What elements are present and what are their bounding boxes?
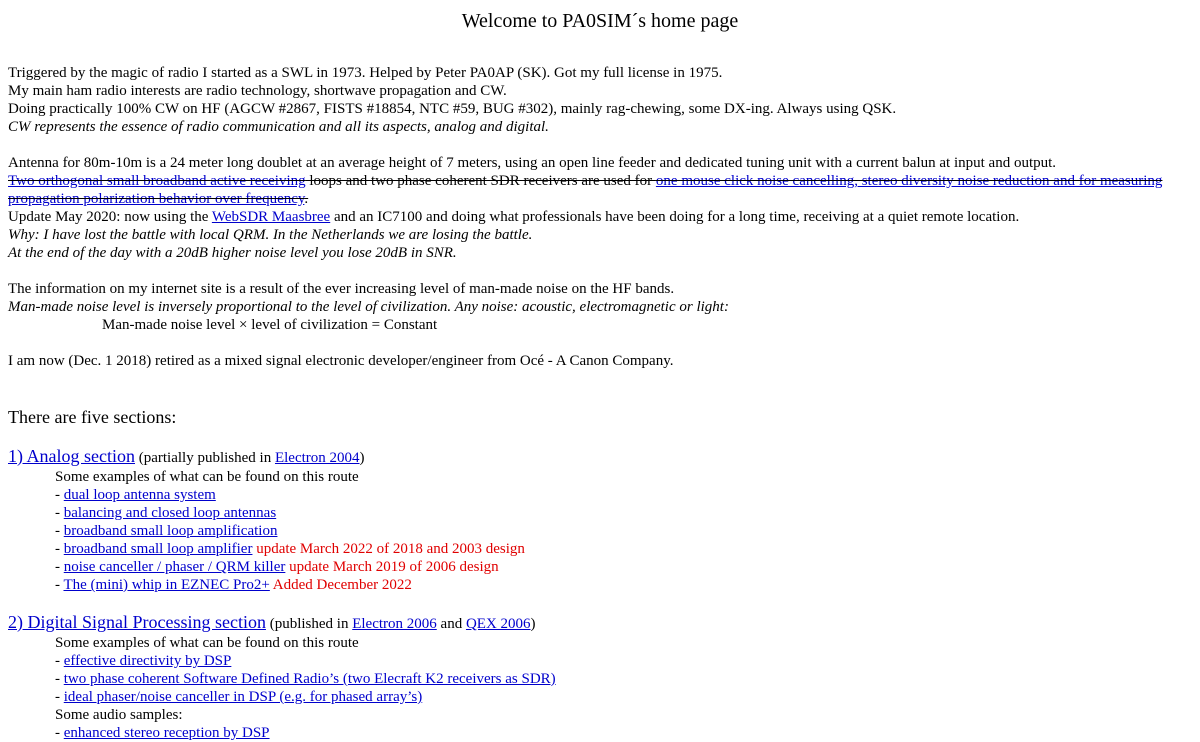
antenna-paragraph [8,154,1192,262]
analog-examples-list [55,486,1192,594]
analog-pub-pre: (partially published in [134,450,275,466]
update-pre: Update May 2020: now using the [8,209,212,225]
list-bullet: - [55,541,64,557]
list-item [55,688,1192,706]
list-bullet: - [55,505,64,521]
list-bullet: - [55,689,64,705]
dsp-section-link[interactable]: 2) Digital Signal Processing section [8,612,266,632]
intro-line-2: My main ham radio interests are radio technology, shortwave propagation and CW. [8,83,507,99]
dsp-section-header [8,612,1192,634]
retired-line: I am now (Dec. 1 2018) retired as a mixed signal electronic developer/engineer from Océ - A Canon Company. [8,353,674,369]
list-item-link[interactable]: ideal phaser/noise canceller in DSP (e.g. for phased array’s) [63,689,423,705]
update-line [8,208,1192,226]
dsp-examples-list [55,652,1192,706]
electron-2006-link[interactable]: Electron 2006 [352,616,437,632]
list-bullet: - [55,671,64,687]
why-line-1: Why: I have lost the battle with local QRM. In the Netherlands we are losing the battle. [8,227,533,243]
analog-examples-label: Some examples of what can be found on this route [55,469,359,485]
update-note: update March 2019 of 2006 design [285,559,499,575]
list-item-link[interactable]: effective directivity by DSP [63,653,232,669]
list-item-link[interactable]: broadband small loop amplification [63,523,278,539]
list-bullet: - [55,523,64,539]
page-title: Welcome to PA0SIM´s home page [461,10,739,32]
dsp-examples-label: Some examples of what can be found on this route [55,635,359,651]
list-item [55,576,1192,594]
list-item-link[interactable]: noise canceller / phaser / QRM killer [63,559,286,575]
dsp-examples [8,634,1192,742]
list-bullet: - [55,577,64,593]
dsp-pub-mid: and [436,616,466,632]
dsp-pub-pre: (published in [265,616,353,632]
update-note: update March 2022 of 2018 and 2003 design [252,541,525,557]
list-item [55,504,1192,522]
list-bullet: - [55,487,64,503]
audio-samples-label: Some audio samples: [55,707,183,723]
list-item-link[interactable]: two phase coherent Software Defined Radio’s (two Elecraft K2 receivers as SDR) [63,671,556,687]
update-post: and an IC7100 and doing what professionals have been doing for a long time, receiving at a quiet remote location. [330,209,1020,225]
electron-2004-link[interactable]: Electron 2004 [274,450,360,466]
analog-section-link[interactable]: 1) Analog section [8,446,135,466]
qex-2006-link[interactable]: QEX 2006 [465,616,531,632]
list-item-link[interactable]: balancing and closed loop antennas [63,505,277,521]
intro-line-1: Triggered by the magic of radio I started as a SWL in 1973. Helped by Peter PA0AP (SK). Got my full license in 1975. [8,65,723,81]
list-item [55,540,1192,558]
intro-line-4: CW represents the essence of radio communication and all its aspects, analog and digital. [8,119,549,135]
dsp-pub-post: ) [530,616,536,632]
websdr-maasbree-link[interactable]: WebSDR Maasbree [211,209,331,225]
list-item [55,558,1192,576]
list-bullet: - [55,559,64,575]
intro-paragraph [8,64,1192,136]
antenna-line-1: Antenna for 80m-10m is a 24 meter long doublet at an average height of 7 meters, using an open line feeder and dedicated tuning unit with a current balun at input and output. [8,155,1057,171]
list-item [55,670,1192,688]
active-receiving-loops-link[interactable]: Two orthogonal small broadband active receiving [8,173,306,189]
list-bullet: - [55,653,64,669]
noise-equation: Man-made noise level × level of civilization = Constant [102,317,438,333]
list-item-link[interactable]: The (mini) whip in EZNEC Pro2+ [63,577,270,593]
audio-samples-list [55,724,1192,742]
list-item-link[interactable]: enhanced stereo reception by DSP [63,725,270,741]
update-note: Added December 2022 [269,577,412,593]
list-item-link[interactable]: broadband small loop amplifier [63,541,253,557]
info-line-2: Man-made noise level is inversely proportional to the level of civilization. Any noise: acoustic, electromagnetic or light: [8,299,729,315]
sections-heading: There are five sections: [8,407,177,427]
analog-examples [8,468,1192,594]
intro-line-3: Doing practically 100% CW on HF (AGCW #2867, FISTS #18854, NTC #59, BUG #302), mainly rag-chewing, some DX-ing. Always using QSK. [8,101,897,117]
struck-paragraph [8,172,1192,208]
noise-cancelling-link[interactable]: one mouse click noise cancelling, stereo diversity noise reduction and for measuring propagation polarization behavior over frequency [8,173,1163,207]
info-paragraph [8,280,1192,334]
why-line-2: At the end of the day with a 20dB higher noise level you lose 20dB in SNR. [8,245,457,261]
info-line-1: The information on my internet site is a result of the ever increasing level of man-made noise on the HF bands. [8,281,675,297]
list-item [55,652,1192,670]
list-item [55,486,1192,504]
analog-pub-post: ) [359,450,365,466]
struck-text: loops and two phase coherent SDR receivers are used for [305,173,656,189]
list-item [55,522,1192,540]
list-bullet: - [55,725,64,741]
struck-end: . [304,191,309,207]
list-item-link[interactable]: dual loop antenna system [63,487,216,503]
analog-section-header [8,446,1192,468]
list-item [55,724,1192,742]
